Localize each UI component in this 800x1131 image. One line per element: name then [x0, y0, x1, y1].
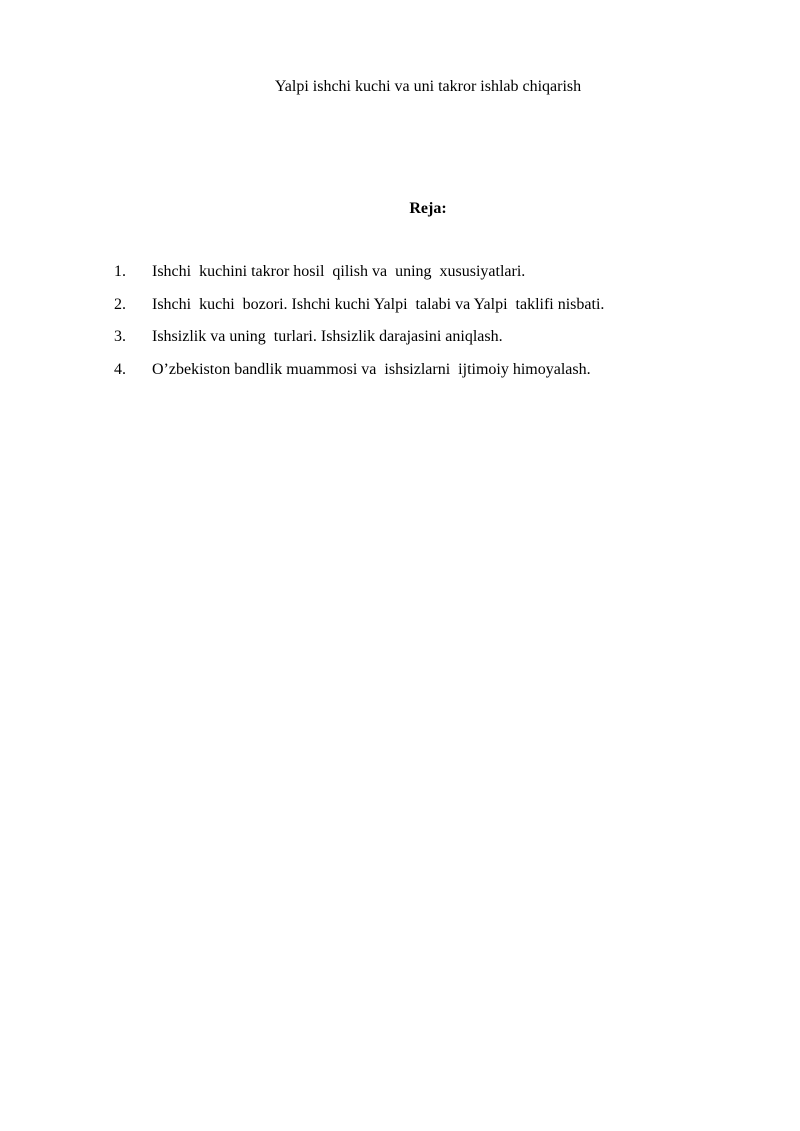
plan-item-text: Ishchi kuchi bozori. Ishchi kuchi Yalpi talabi va Yalpi taklifi nisbati. — [152, 295, 605, 313]
plan-item — [114, 294, 605, 327]
plan-item-text: O’zbekiston bandlik muammosi va ishsizlarni ijtimoiy himoyalash. — [152, 360, 591, 378]
plan-heading: Reja: — [409, 200, 447, 217]
plan-item-number: 1. — [114, 263, 126, 280]
plan-list — [114, 261, 605, 391]
plan-item — [114, 261, 526, 294]
document-title: Yalpi ishchi kuchi va uni takror ishlab chiqarish — [274, 78, 582, 95]
plan-item-text: Ishchi kuchini takror hosil qilish va uning xususiyatlari. — [152, 263, 526, 280]
plan-item-number: 4. — [114, 360, 126, 378]
plan-item — [114, 326, 503, 359]
plan-item-number: 3. — [114, 328, 126, 345]
plan-item — [114, 359, 591, 392]
plan-item-number: 2. — [114, 295, 126, 313]
plan-item-text: Ishsizlik va uning turlari. Ishsizlik darajasini aniqlash. — [152, 328, 503, 345]
